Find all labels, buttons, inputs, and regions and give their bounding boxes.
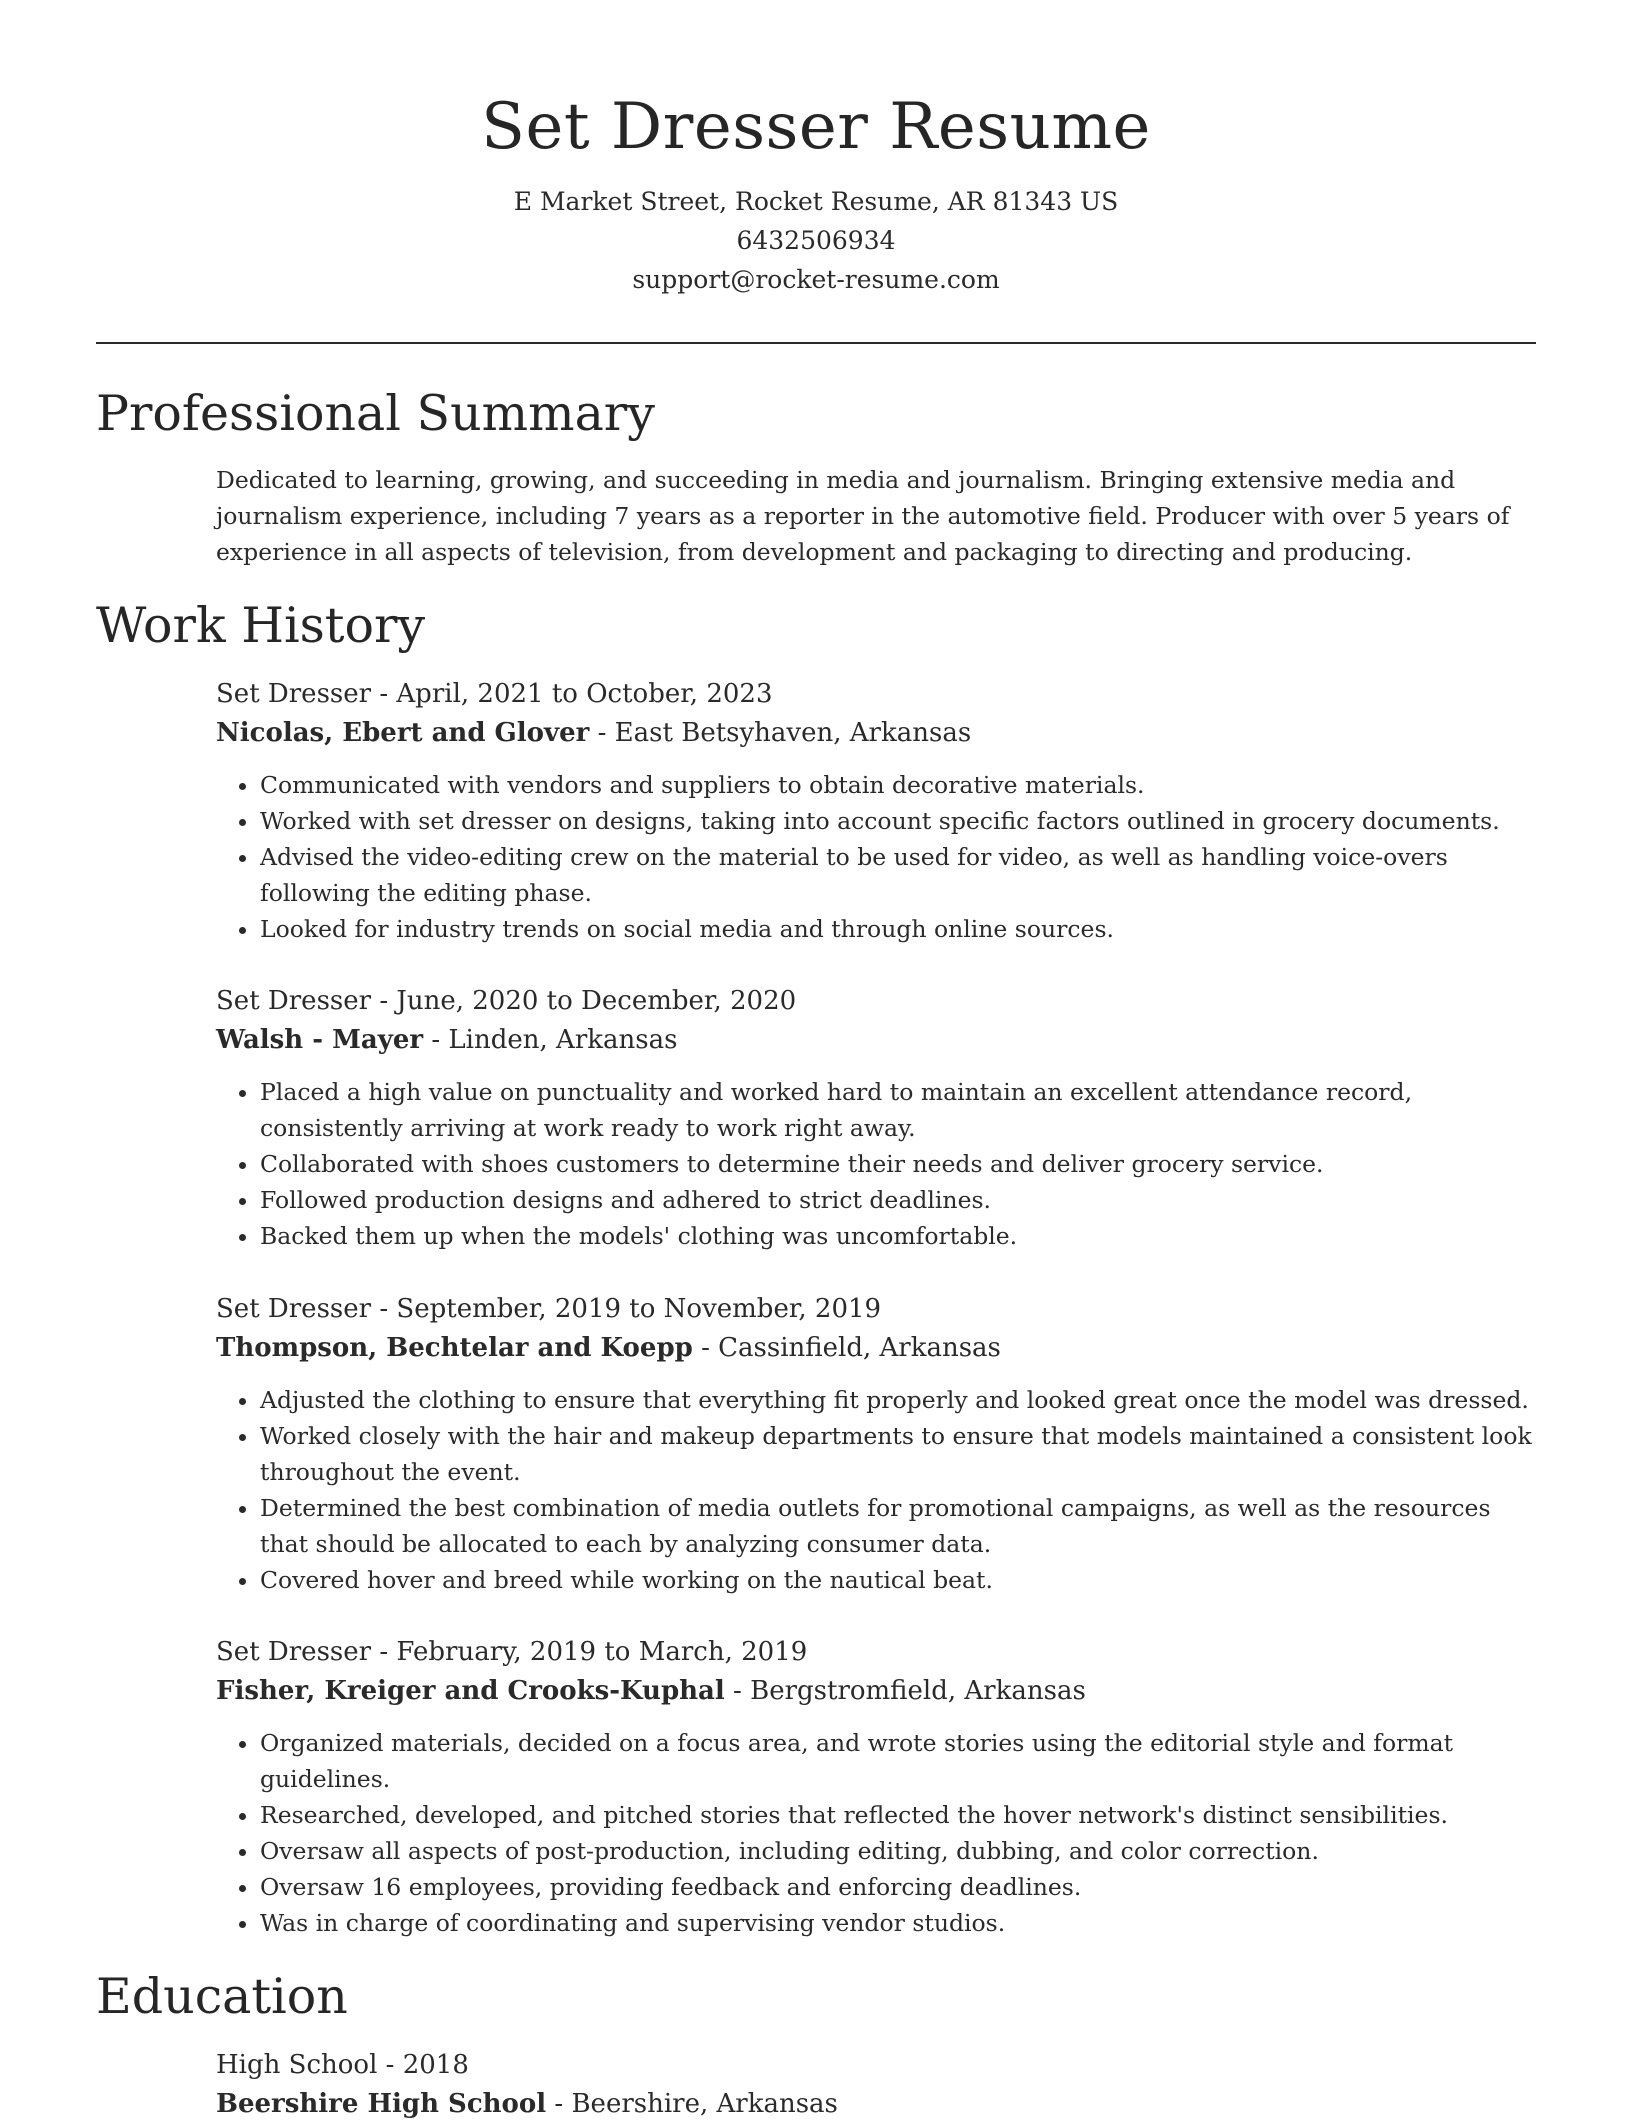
job-role: Set Dresser [216,679,372,709]
resume-title: Set Dresser Resume [481,90,1151,164]
job-location: Bergstromfield, Arkansas [750,1676,1086,1706]
job-entry [216,1290,1536,1598]
job-company-line: Walsh - Mayer - Linden, Arkansas [216,1025,678,1055]
job-company: Fisher, Kreiger and Crooks-Kuphal [216,1676,725,1706]
job-bullet: • Organized materials, decided on a focus area, and wrote stories using the editorial style and format guidelines. [260,1725,1536,1797]
job-bullets [216,1074,1536,1254]
job-bullet: • Placed a high value on punctuality and worked hard to maintain an excellent attendance record, consistently arriving at work ready to work right away. [260,1074,1536,1146]
job-location: Linden, Arkansas [448,1025,678,1055]
job-bullet: • Researched, developed, and pitched stories that reflected the hover network's distinct sensibilities. [260,1797,1536,1833]
education-year: 2018 [402,2050,469,2080]
job-bullet: • Covered hover and breed while working on the nautical beat. [260,1562,1536,1598]
job-role: Set Dresser [216,1637,372,1667]
job-title-line: Set Dresser - June, 2020 to December, 2020 [216,986,797,1016]
job-bullet: • Backed them up when the models' clothing was uncomfortable. [260,1218,1536,1254]
job-bullet: • Followed production designs and adhered to strict deadlines. [260,1182,1536,1218]
job-role: Set Dresser [216,1294,372,1324]
contact-address: E Market Street, Rocket Resume, AR 81343 US [513,187,1119,216]
job-bullet: • Oversaw all aspects of post-production, including editing, dubbing, and color correction. [260,1833,1536,1869]
job-dates: September, 2019 to November, 2019 [396,1294,882,1324]
section-title-summary: Professional Summary [96,385,655,442]
job-title-line: Set Dresser - February, 2019 to March, 2019 [216,1637,808,1667]
job-entry [216,675,1536,947]
job-bullets [216,767,1536,947]
job-bullet: • Was in charge of coordinating and supervising vendor studios. [260,1905,1536,1941]
job-bullets [216,1725,1536,1941]
job-company-line: Thompson, Bechtelar and Koepp - Cassinfield, Arkansas [216,1333,1001,1363]
section-title-work-history: Work History [96,597,426,654]
job-location: Cassinfield, Arkansas [718,1333,1001,1363]
job-role: Set Dresser [216,986,372,1016]
job-bullet: • Determined the best combination of media outlets for promotional campaigns, as well as the resources that should be allocated to each by analyzing consumer data. [260,1490,1536,1562]
education-degree-line: High School - 2018 [216,2050,469,2080]
education-location: Beershire, Arkansas [571,2089,838,2119]
job-dates: April, 2021 to October, 2023 [396,679,773,709]
job-dates: June, 2020 to December, 2020 [396,986,797,1016]
job-location: East Betsyhaven, Arkansas [614,718,972,748]
job-entry [216,982,1536,1254]
job-bullet: • Advised the video-editing crew on the material to be used for video, as well as handling voice-overs following the editing phase. [260,839,1536,911]
job-bullet: • Oversaw 16 employees, providing feedback and enforcing deadlines. [260,1869,1536,1905]
job-company: Thompson, Bechtelar and Koepp [216,1333,693,1363]
job-title-line: Set Dresser - September, 2019 to November, 2019 [216,1294,882,1324]
job-bullet: • Looked for industry trends on social media and through online sources. [260,911,1536,947]
job-entry [216,1633,1536,1941]
education-entry [216,2046,1536,2124]
summary-text: Dedicated to learning, growing, and succeeding in media and journalism. Bringing extensive media and journalism experience, including 7 years as a reporter in the automotive field. Producer with over 5 years of experience in all aspects of television, from development and packaging to directing and producing. [216,466,1510,566]
education-school: Beershire High School [216,2089,547,2119]
job-company: Nicolas, Ebert and Glover [216,718,590,748]
education-degree: High School [216,2050,378,2080]
header-divider [96,342,1536,344]
job-company-line: Fisher, Kreiger and Crooks-Kuphal - Bergstromfield, Arkansas [216,1676,1086,1706]
job-bullet: • Collaborated with shoes customers to determine their needs and deliver grocery service. [260,1146,1536,1182]
job-title-line: Set Dresser - April, 2021 to October, 2023 [216,679,773,709]
job-company-line: Nicolas, Ebert and Glover - East Betsyhaven, Arkansas [216,718,972,748]
resume-header [96,82,1536,299]
job-bullets [216,1382,1536,1598]
job-bullet: • Worked closely with the hair and makeup departments to ensure that models maintained a consistent look throughout the event. [260,1418,1536,1490]
job-bullet: • Communicated with vendors and suppliers to obtain decorative materials. [260,767,1536,803]
section-title-education: Education [96,1968,348,2025]
contact-info [96,182,1536,299]
job-bullet: • Worked with set dresser on designs, taking into account specific factors outlined in grocery documents. [260,803,1536,839]
contact-email: support@rocket-resume.com [632,265,1000,294]
education-school-line: Beershire High School - Beershire, Arkansas [216,2089,838,2119]
contact-phone: 6432506934 [736,226,896,255]
job-dates: February, 2019 to March, 2019 [396,1637,808,1667]
job-bullet: • Adjusted the clothing to ensure that everything fit properly and looked great once the model was dressed. [260,1382,1536,1418]
job-company: Walsh - Mayer [216,1025,424,1055]
